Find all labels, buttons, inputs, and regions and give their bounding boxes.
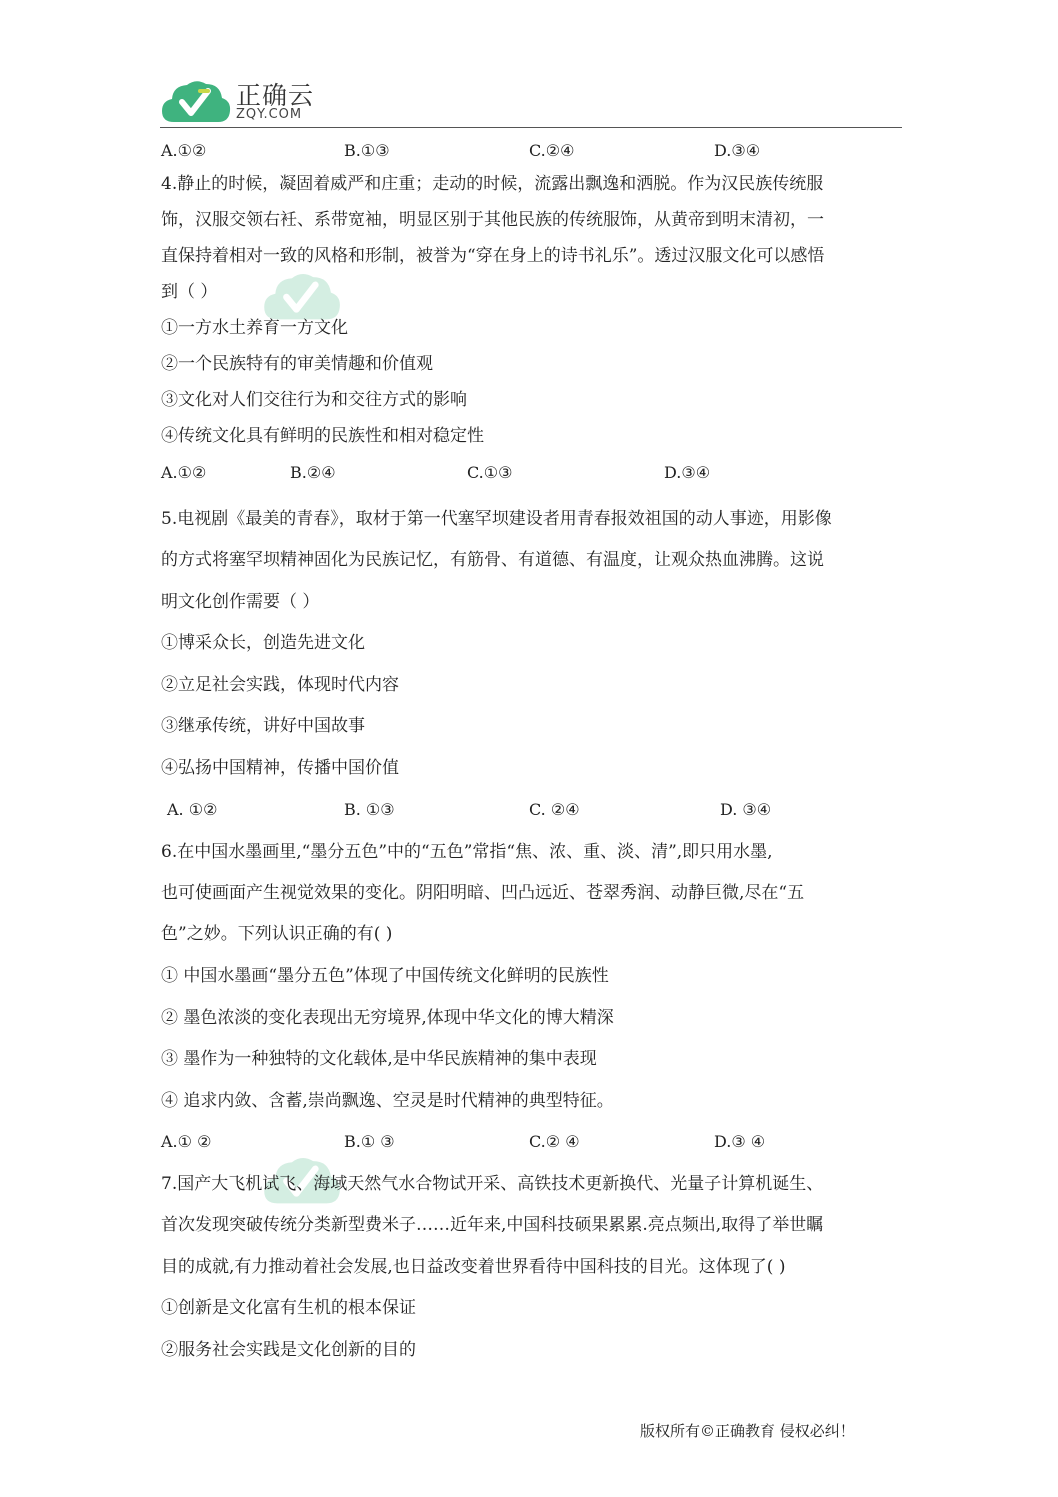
q4-item: ③文化对人们交往行为和交往方式的影响 — [161, 390, 467, 410]
q7-item: ①创新是文化富有生机的根本保证 — [161, 1298, 416, 1318]
q3-option-a: A.①② — [161, 141, 207, 160]
q3-option-d: D.③④ — [714, 141, 761, 160]
q7-stem-line: 7.国产大飞机试飞、海域天然气水合物试开采、高铁技术更新换代、光量子计算机诞生、 — [161, 1174, 824, 1194]
brand-domain: ZQY.COM — [236, 107, 303, 122]
q5-option-a: A. ①② — [167, 800, 218, 819]
q6-stem-line: 色”之妙。下列认识正确的有( ) — [161, 924, 393, 944]
q6-item: ④ 追求内敛、含蓄,崇尚飘逸、空灵是时代精神的典型特征。 — [161, 1091, 614, 1111]
copyright-footer: 版权所有©正确教育 侵权必纠！ — [640, 1422, 855, 1440]
q5-stem-line: 5.电视剧《最美的青春》，取材于第一代塞罕坝建设者用青春报效祖国的动人事迹，用影像 — [161, 509, 832, 529]
q4-stem-line: 到（ ） — [161, 282, 218, 302]
q4-option-b: B.②④ — [290, 463, 336, 482]
q4-option-a: A.①② — [161, 463, 207, 482]
q4-option-d: D.③④ — [664, 463, 711, 482]
q5-item: ①博采众长，创造先进文化 — [161, 633, 365, 653]
q5-option-d: D. ③④ — [720, 800, 772, 819]
q5-item: ②立足社会实践，体现时代内容 — [161, 675, 399, 695]
q4-item: ①一方水土养育一方文化 — [161, 318, 348, 338]
q4-stem-line: 饰，汉服交领右衽、系带宽袖，明显区别于其他民族的传统服饰，从黄帝到明末清初，一 — [161, 210, 824, 230]
q5-item: ④弘扬中国精神，传播中国价值 — [161, 758, 399, 778]
q6-item: ③ 墨作为一种独特的文化载体,是中华民族精神的集中表现 — [161, 1049, 597, 1069]
q5-stem-line: 的方式将塞罕坝精神固化为民族记忆，有筋骨、有道德、有温度，让观众热血沸腾。这说 — [161, 550, 824, 570]
q5-option-b: B. ①③ — [344, 800, 395, 819]
q3-option-b: B.①③ — [344, 141, 390, 160]
brand-name: 正确云 — [236, 81, 315, 110]
q6-item: ① 中国水墨画“墨分五色”体现了中国传统文化鲜明的民族性 — [161, 966, 609, 986]
q6-option-a: A.① ② — [161, 1132, 212, 1151]
q6-stem-line: 6.在中国水墨画里,“墨分五色”中的“五色”常指“焦、浓、重、淡、清”,即只用水墨, — [161, 842, 773, 862]
q4-item: ④传统文化具有鲜明的民族性和相对稳定性 — [161, 426, 484, 446]
q4-option-c: C.①③ — [467, 463, 513, 482]
q7-stem-line: 目的成就,有力推动着社会发展,也日益改变着世界看待中国科技的目光。这体现了( ) — [161, 1257, 786, 1277]
q6-option-d: D.③ ④ — [714, 1132, 766, 1151]
q3-option-c: C.②④ — [529, 141, 575, 160]
cloud-check-logo-icon — [160, 78, 232, 124]
q6-stem-line: 也可使画面产生视觉效果的变化。阴阳明暗、凹凸远近、苍翠秀润、动静巨微,尽在“五 — [161, 883, 805, 903]
q5-option-c: C. ②④ — [529, 800, 580, 819]
q6-option-c: C.② ④ — [529, 1132, 580, 1151]
q5-stem-line: 明文化创作需要（ ） — [161, 592, 320, 612]
q4-stem-line: 4.静止的时候，凝固着威严和庄重；走动的时候，流露出飘逸和洒脱。作为汉民族传统服 — [161, 174, 824, 194]
q7-item: ②服务社会实践是文化创新的目的 — [161, 1340, 416, 1360]
q6-item: ② 墨色浓淡的变化表现出无穷境界,体现中华文化的博大精深 — [161, 1008, 614, 1028]
q4-stem-line: 直保持着相对一致的风格和形制，被誉为“穿在身上的诗书礼乐”。透过汉服文化可以感悟 — [161, 246, 825, 266]
q5-item: ③继承传统，讲好中国故事 — [161, 716, 365, 736]
q7-stem-line: 首次发现突破传统分类新型费米子……近年来,中国科技硕果累累.亮点频出,取得了举世瞩 — [161, 1215, 824, 1235]
q4-item: ②一个民族特有的审美情趣和价值观 — [161, 354, 433, 374]
page-header — [160, 74, 902, 128]
q6-option-b: B.① ③ — [344, 1132, 395, 1151]
